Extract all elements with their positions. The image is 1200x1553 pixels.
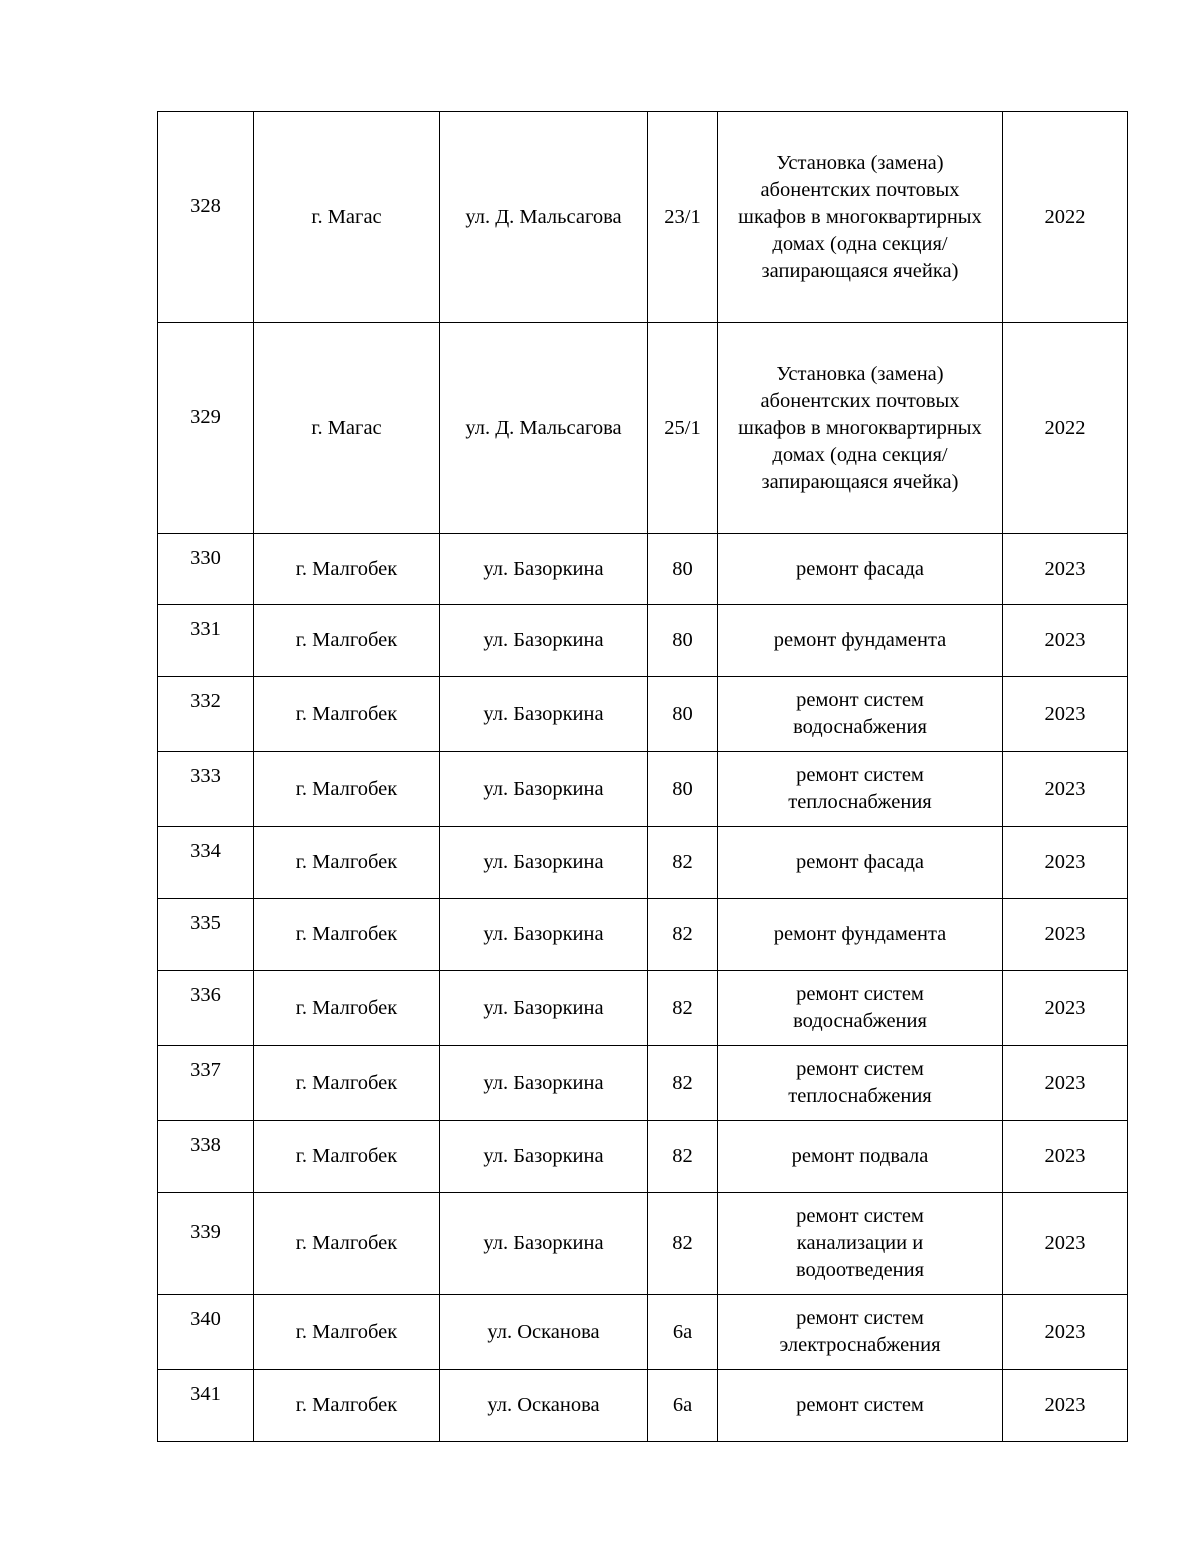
city-cell: г. Малгобек [254, 1193, 440, 1295]
row-number-cell [158, 1295, 254, 1370]
row-number: 333 [190, 765, 221, 787]
city-cell: г. Малгобек [254, 899, 440, 971]
row-number: 331 [190, 618, 221, 640]
city-cell: г. Малгобек [254, 605, 440, 677]
house-number-cell: 80 [648, 605, 718, 677]
house-number-cell: 6а [648, 1370, 718, 1442]
city-cell: г. Малгобек [254, 752, 440, 827]
street-cell: ул. Базоркина [440, 1121, 648, 1193]
work-type-cell [718, 971, 1003, 1046]
street-cell: ул. Базоркина [440, 605, 648, 677]
street-cell: ул. Базоркина [440, 1046, 648, 1121]
table-row [158, 323, 1128, 534]
table-row [158, 605, 1128, 677]
city-cell: г. Малгобек [254, 1121, 440, 1193]
table-body [158, 112, 1128, 1442]
work-type-cell [718, 677, 1003, 752]
row-number: 332 [190, 690, 221, 712]
work-type-cell [718, 1046, 1003, 1121]
house-number-cell: 82 [648, 1193, 718, 1295]
work-type-cell [718, 752, 1003, 827]
table-row [158, 827, 1128, 899]
year-cell: 2023 [1003, 971, 1128, 1046]
year-cell: 2023 [1003, 827, 1128, 899]
year-cell: 2023 [1003, 534, 1128, 605]
house-number-cell: 82 [648, 827, 718, 899]
table-row [158, 1121, 1128, 1193]
row-number: 340 [190, 1308, 221, 1330]
street-cell: ул. Базоркина [440, 899, 648, 971]
work-type-cell [718, 1295, 1003, 1370]
work-type: ремонт систем водоснабжения [793, 689, 927, 738]
row-number: 341 [190, 1383, 221, 1405]
row-number-cell [158, 899, 254, 971]
row-number-cell [158, 827, 254, 899]
row-number-cell [158, 971, 254, 1046]
row-number-cell [158, 1121, 254, 1193]
work-type-cell [718, 1193, 1003, 1295]
row-number-cell [158, 323, 254, 534]
table-row [158, 534, 1128, 605]
work-type-cell: ремонт фундамента [718, 899, 1003, 971]
work-type: ремонт систем водоснабжения [793, 983, 927, 1032]
year-cell: 2023 [1003, 1295, 1128, 1370]
table-row [158, 1370, 1128, 1442]
row-number-cell [158, 1193, 254, 1295]
year-cell: 2022 [1003, 112, 1128, 323]
repair-schedule-table [157, 111, 1128, 1442]
city-cell: г. Малгобек [254, 534, 440, 605]
street-cell: ул. Осканова [440, 1295, 648, 1370]
row-number: 336 [190, 984, 221, 1006]
row-number-cell [158, 112, 254, 323]
city-cell: г. Малгобек [254, 1046, 440, 1121]
row-number: 335 [190, 912, 221, 934]
work-type: ремонт систем канализации и водоотведения [795, 1205, 925, 1281]
table-row [158, 1295, 1128, 1370]
house-number-cell: 82 [648, 1046, 718, 1121]
city-cell: г. Малгобек [254, 1295, 440, 1370]
year-cell: 2023 [1003, 1370, 1128, 1442]
house-number-cell: 80 [648, 534, 718, 605]
row-number-cell [158, 677, 254, 752]
row-number: 338 [190, 1134, 221, 1156]
row-number: 339 [190, 1221, 221, 1243]
table-row [158, 971, 1128, 1046]
house-number-cell: 82 [648, 971, 718, 1046]
row-number-cell [158, 534, 254, 605]
house-number-cell: 80 [648, 677, 718, 752]
work-type-cell [718, 323, 1003, 534]
table-row [158, 1193, 1128, 1295]
year-cell: 2023 [1003, 605, 1128, 677]
work-type: Установка (замена) абонентских почтовых шкафов в многоквартирных домах (одна секция/запирающаяся ячейка) [738, 151, 982, 282]
street-cell: ул. Д. Мальсагова [440, 323, 648, 534]
work-type-cell: ремонт подвала [718, 1121, 1003, 1193]
table-row [158, 899, 1128, 971]
street-cell: ул. Базоркина [440, 534, 648, 605]
table-row [158, 752, 1128, 827]
city-cell: г. Малгобек [254, 1370, 440, 1442]
work-type: ремонт систем теплоснабжения [788, 1058, 932, 1107]
row-number: 328 [190, 195, 221, 217]
row-number-cell [158, 1370, 254, 1442]
year-cell: 2023 [1003, 1046, 1128, 1121]
year-cell: 2023 [1003, 899, 1128, 971]
table-row [158, 1046, 1128, 1121]
house-number-cell: 25/1 [648, 323, 718, 534]
city-cell: г. Магас [254, 112, 440, 323]
year-cell: 2023 [1003, 752, 1128, 827]
street-cell: ул. Базоркина [440, 1193, 648, 1295]
house-number-cell: 82 [648, 1121, 718, 1193]
row-number: 334 [190, 840, 221, 862]
table-row [158, 112, 1128, 323]
city-cell: г. Малгобек [254, 827, 440, 899]
house-number-cell: 6а [648, 1295, 718, 1370]
city-cell: г. Малгобек [254, 971, 440, 1046]
row-number-cell [158, 752, 254, 827]
work-type-cell: ремонт фасада [718, 827, 1003, 899]
work-type: Установка (замена) абонентских почтовых шкафов в многоквартирных домах (одна секция/запирающаяся ячейка) [738, 362, 982, 493]
row-number: 329 [190, 406, 221, 428]
street-cell: ул. Осканова [440, 1370, 648, 1442]
street-cell: ул. Д. Мальсагова [440, 112, 648, 323]
work-type-cell [718, 112, 1003, 323]
work-type-cell: ремонт фундамента [718, 605, 1003, 677]
year-cell: 2022 [1003, 323, 1128, 534]
street-cell: ул. Базоркина [440, 971, 648, 1046]
row-number-cell [158, 605, 254, 677]
house-number-cell: 82 [648, 899, 718, 971]
street-cell: ул. Базоркина [440, 752, 648, 827]
work-type: ремонт систем электроснабжения [779, 1307, 941, 1356]
row-number: 337 [190, 1059, 221, 1081]
house-number-cell: 23/1 [648, 112, 718, 323]
work-type: ремонт систем теплоснабжения [788, 764, 932, 813]
year-cell: 2023 [1003, 1193, 1128, 1295]
table-row [158, 677, 1128, 752]
work-type-cell: ремонт систем [718, 1370, 1003, 1442]
city-cell: г. Малгобек [254, 677, 440, 752]
street-cell: ул. Базоркина [440, 827, 648, 899]
work-type-cell: ремонт фасада [718, 534, 1003, 605]
city-cell: г. Магас [254, 323, 440, 534]
year-cell: 2023 [1003, 1121, 1128, 1193]
row-number-cell [158, 1046, 254, 1121]
house-number-cell: 80 [648, 752, 718, 827]
row-number: 330 [190, 547, 221, 569]
street-cell: ул. Базоркина [440, 677, 648, 752]
year-cell: 2023 [1003, 677, 1128, 752]
